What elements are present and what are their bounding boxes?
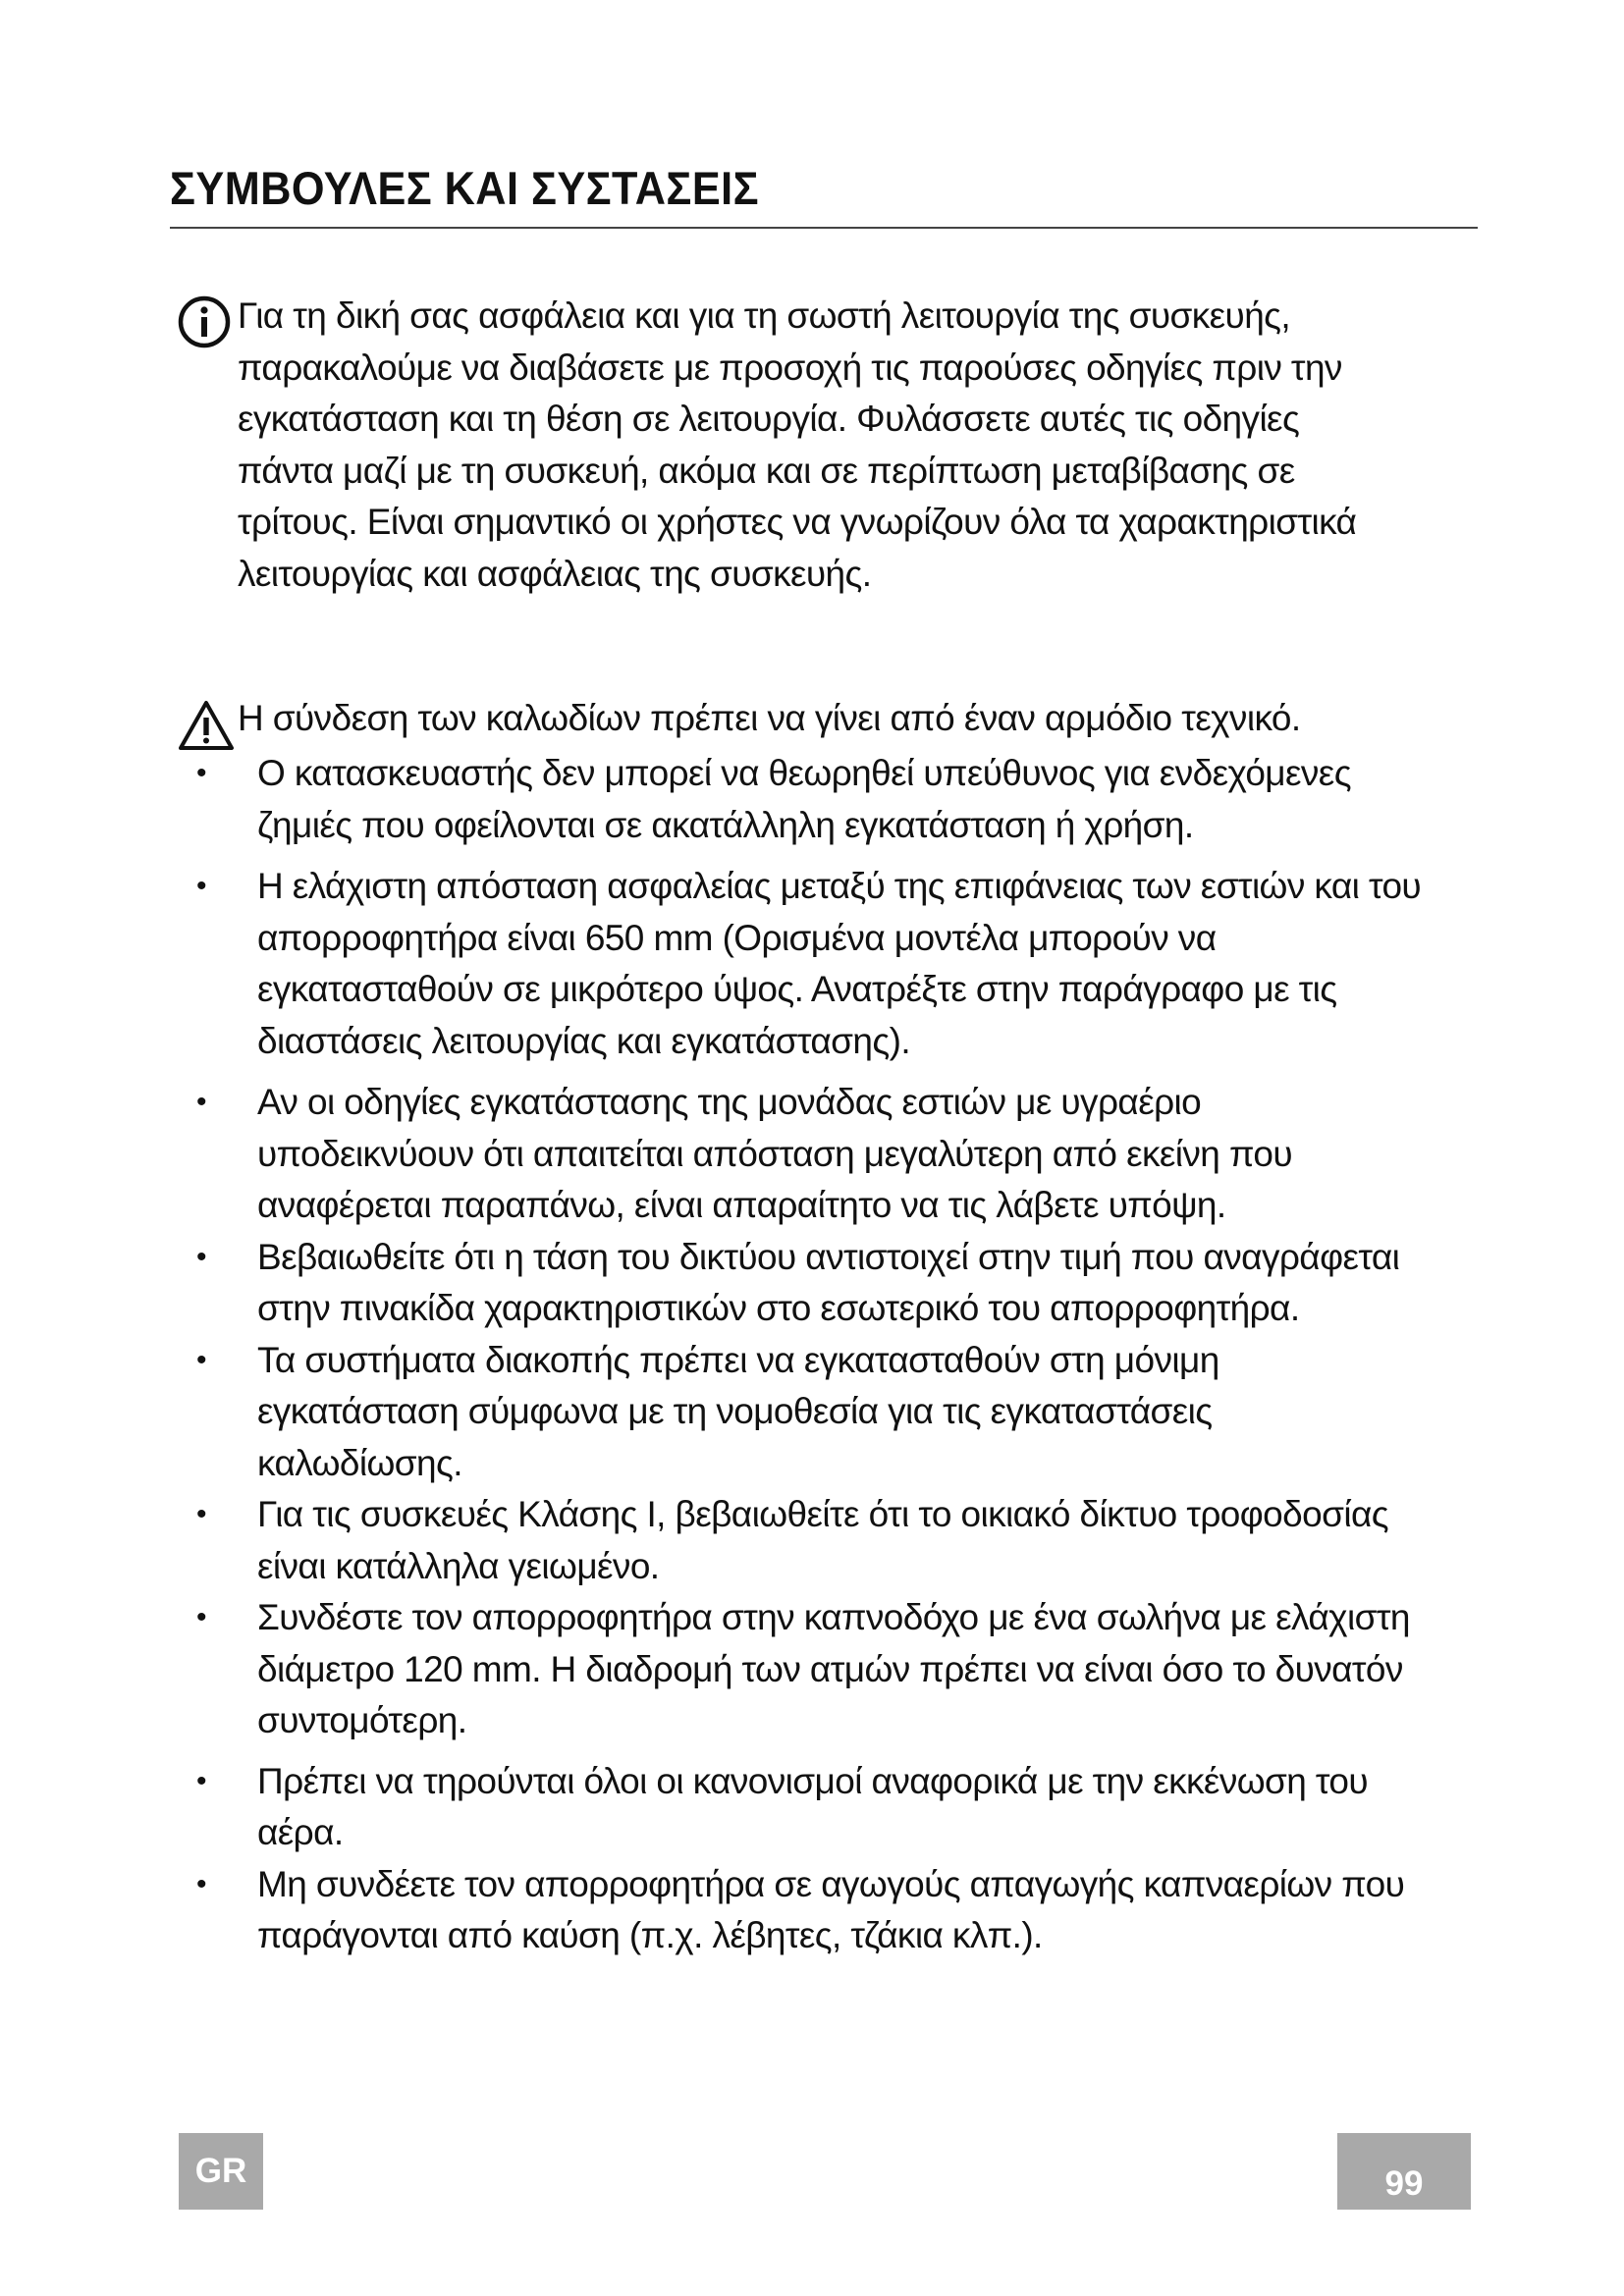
language-badge: GR [179, 2133, 263, 2210]
info-line: εγκατάσταση και τη θέση σε λειτουργία. Φυλάσσετε αυτές τις οδηγίες [238, 399, 1300, 439]
list-item-line: Η ελάχιστη απόσταση ασφαλείας μεταξύ της επιφάνειας των εστιών και του [257, 866, 1422, 906]
info-line: Για τη δική σας ασφάλεια και για τη σωστή λειτουργία της συσκευής, [238, 295, 1291, 336]
list-item-line: Συνδέστε τον απορροφητήρα στην καπνοδόχο με ένα σωλήνα με ελάχιστη [257, 1597, 1410, 1637]
info-line: τρίτους. Είναι σημαντικό οι χρήστες να γνωρίζουν όλα τα χαρακτηριστικά [238, 502, 1357, 542]
bullet-icon: • [196, 1343, 206, 1376]
list-item-line: είναι κατάλληλα γειωμένο. [257, 1545, 660, 1586]
warning-notice [238, 693, 1485, 745]
list-item-line: αέρα. [257, 1812, 344, 1852]
list-item [191, 1592, 1488, 1747]
list-item-line: στην πινακίδα χαρακτηριστικών στο εσωτερικό του απορροφητήρα. [257, 1288, 1300, 1328]
list-item-line: Μη συνδέετε τον απορροφητήρα σε αγωγούς απαγωγής καπναερίων που [257, 1863, 1405, 1904]
page-title: ΣΥΜΒΟΥΛΕΣ ΚΑΙ ΣΥΣΤΑΣΕΙΣ [170, 162, 760, 214]
list-item-line: Για τις συσκευές Κλάσης I, βεβαιωθείτε ότι το οικιακό δίκτυο τροφοδοσίας [257, 1494, 1389, 1534]
bullet-icon: • [196, 1086, 206, 1118]
bullet-icon: • [196, 1498, 206, 1530]
bullet-icon: • [196, 870, 206, 902]
recommendations-list [191, 748, 1488, 1962]
info-line: παρακαλούμε να διαβάσετε με προσοχή τις παρούσες οδηγίες πριν την [238, 347, 1342, 388]
bullet-icon: • [196, 1867, 206, 1900]
list-item-line: Πρέπει να τηρούνται όλοι οι κανονισμοί αναφορικά με την εκκένωση του [257, 1760, 1369, 1801]
warning-text: Η σύνδεση των καλωδίων πρέπει να γίνει από έναν αρμόδιο τεχνικό. [238, 698, 1301, 738]
title-divider [170, 227, 1478, 229]
list-item [191, 748, 1488, 851]
list-item-line: Τα συστήματα διακοπής πρέπει να εγκατασταθούν στη μόνιμη [257, 1339, 1219, 1380]
list-item [191, 1756, 1488, 1859]
list-item [191, 1859, 1488, 1962]
list-item-line: απορροφητήρα είναι 650 mm (Ορισμένα μοντέλα μπορούν να [257, 917, 1217, 958]
bullet-icon: • [196, 757, 206, 789]
list-item [191, 1335, 1488, 1490]
list-item-line: αναφέρεται παραπάνω, είναι απαραίτητο να τις λάβετε υπόψη. [257, 1185, 1226, 1225]
info-icon [177, 294, 232, 349]
list-item-line: Αν οι οδηγίες εγκατάστασης της μονάδας εστιών με υγραέριο [257, 1082, 1202, 1122]
info-line: πάντα μαζί με τη συσκευή, ακόμα και σε περίπτωση μεταβίβασης σε [238, 450, 1295, 491]
page-number-badge [1337, 2133, 1471, 2210]
list-item-line: παράγονται από καύση (π.χ. λέβητες, τζάκια κλπ.). [257, 1915, 1043, 1955]
bullet-icon: • [196, 1764, 206, 1797]
page-number: 99 [1384, 2164, 1424, 2203]
list-item [191, 1232, 1488, 1335]
list-item-line: ζημιές που οφείλονται σε ακατάλληλη εγκατάσταση ή χρήση. [257, 804, 1194, 845]
list-item [191, 1077, 1488, 1232]
list-item-line: καλωδίωσης. [257, 1442, 462, 1483]
list-item-line: συντομότερη. [257, 1700, 467, 1740]
list-item-line: εγκατάσταση σύμφωνα με τη νομοθεσία για τις εγκαταστάσεις [257, 1391, 1213, 1431]
warning-icon [177, 699, 236, 752]
info-notice [238, 291, 1485, 600]
bullet-icon: • [196, 1601, 206, 1633]
list-item-line: εγκατασταθούν σε μικρότερο ύψος. Ανατρέξτε στην παράγραφο με τις [257, 969, 1337, 1009]
list-item-line: διάμετρο 120 mm. Η διαδρομή των ατμών πρέπει να είναι όσο το δυνατόν [257, 1648, 1403, 1689]
list-item-line: Ο κατασκευαστής δεν μπορεί να θεωρηθεί υπεύθυνος για ενδεχόμενες [257, 753, 1351, 793]
list-item-line: Βεβαιωθείτε ότι η τάση του δικτύου αντιστοιχεί στην τιμή που αναγράφεται [257, 1236, 1400, 1277]
list-item [191, 861, 1488, 1067]
bullet-icon: • [196, 1240, 206, 1273]
list-item-line: διαστάσεις λειτουργίας και εγκατάστασης). [257, 1020, 910, 1061]
list-item [191, 1489, 1488, 1592]
info-line: λειτουργίας και ασφάλειας της συσκευής. [238, 553, 872, 594]
list-item-line: υποδεικνύουν ότι απαιτείται απόσταση μεγαλύτερη από εκείνη που [257, 1133, 1292, 1174]
